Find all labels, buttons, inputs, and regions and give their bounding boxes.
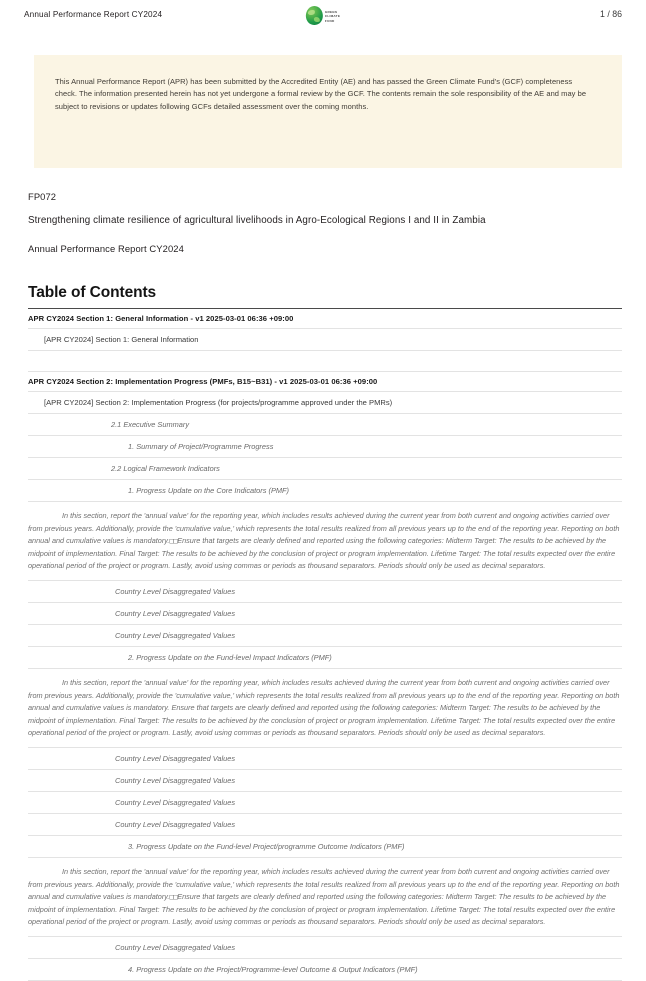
toc-spacer-row xyxy=(28,351,622,372)
logo-wordmark xyxy=(325,8,340,23)
logo-line-1: GREEN xyxy=(324,9,338,14)
logo-line-2: CLIMATE xyxy=(324,14,341,19)
disclaimer-notice-box xyxy=(34,55,622,168)
toc-entry[interactable]: 2. Progress Update on the Fund-level Impact Indicators (PMF) xyxy=(28,647,622,669)
toc-entry[interactable]: APR CY2024 Section 1: General Information - v1 2025-03-01 06:36 +09:00 xyxy=(28,309,622,329)
table-of-contents xyxy=(28,284,622,981)
toc-entry[interactable]: 4. Progress Update on the Project/Programme-level Outcome & Output Indicators (PMF) xyxy=(28,959,622,981)
toc-row-list xyxy=(28,308,622,981)
toc-entry[interactable]: Country Level Disaggregated Values xyxy=(28,792,622,814)
toc-entry[interactable]: 1. Summary of Project/Programme Progress xyxy=(28,436,622,458)
toc-entry[interactable]: Country Level Disaggregated Values xyxy=(28,581,622,603)
header-title: Annual Performance Report CY2024 xyxy=(24,10,163,19)
toc-entry[interactable]: Country Level Disaggregated Values xyxy=(28,748,622,770)
toc-entry[interactable]: Country Level Disaggregated Values xyxy=(28,603,622,625)
toc-entry[interactable]: 3. Progress Update on the Fund-level Project/programme Outcome Indicators (PMF) xyxy=(28,836,622,858)
page-indicator: 1 / 86 xyxy=(599,9,622,19)
document-subtitle: Annual Performance Report CY2024 xyxy=(28,243,184,254)
toc-entry[interactable]: APR CY2024 Section 2: Implementation Progress (PMFs, B15~B31) - v1 2025-03-01 06:36 +09:00 xyxy=(28,372,622,392)
toc-guidance-paragraph: In this section, report the 'annual value' for the reporting year, which includes results achieved during the current year from both current and ongoing activities carried over from previous years. Additionally, provide the 'cumulative value,' which represents the total results realized from all previous years up to the end of the reporting year. Reporting on both annual and cumulative values is mandatory.□□Ensure that targets are clearly defined and reported using the following categories: Midterm Target: The results to be achieved by the midpoint of implementation. Final Target: The results to be achieved by the conclusion of project or program implementation. Lifetime Target: The total results expected over the entire operational period of the project or program. Lastly, avoid using commas or periods as thousand separators. Periods should only be used as decimal separators. xyxy=(28,858,622,937)
globe-icon xyxy=(306,6,323,25)
toc-entry[interactable]: [APR CY2024] Section 2: Implementation Progress (for projects/programme approved under the PMRs) xyxy=(28,392,622,414)
page-header xyxy=(0,0,646,34)
toc-entry[interactable]: Country Level Disaggregated Values xyxy=(28,937,622,959)
unsupported-glyph: □□ xyxy=(169,536,178,546)
disclaimer-text: This Annual Performance Report (APR) has been submitted by the Accredited Entity (AE) and has passed the Green Climate Fund's (GCF) completeness check. The information presented herein has not yet undergone a formal review by the GCF. The contents remain the sole responsibility of the AE and may be subject to revisions or updates following GCFs detailed assessment over the coming months. xyxy=(55,77,587,111)
document-name: Strengthening climate resilience of agricultural livelihoods in Agro-Ecological Regions I and II in Zambia xyxy=(28,215,486,226)
document-title-block xyxy=(28,191,622,254)
toc-guidance-paragraph: In this section, report the 'annual value' for the reporting year, which includes results achieved during the current year from both current and ongoing activities carried over from previous years. Additionally, provide the 'cumulative value,' which represents the total results realized from all previous years up to the end of the reporting year. Reporting on both annual and cumulative values is mandatory.□□Ensure that targets are clearly defined and reported using the following categories: Midterm Target: The results to be achieved by the midpoint of implementation. Final Target: The results to be achieved by the conclusion of project or program implementation. Lifetime Target: The total results expected over the entire operational period of the project or program. Lastly, avoid using commas or periods as thousand separators. Periods should only be used as decimal separators. xyxy=(28,502,622,581)
toc-entry[interactable]: Country Level Disaggregated Values xyxy=(28,625,622,647)
unsupported-glyph: □□ xyxy=(169,892,178,902)
logo-line-3: FUND xyxy=(324,18,335,23)
toc-entry[interactable]: Country Level Disaggregated Values xyxy=(28,770,622,792)
toc-entry[interactable]: Country Level Disaggregated Values xyxy=(28,814,622,836)
toc-entry[interactable]: 2.2 Logical Framework Indicators xyxy=(28,458,622,480)
document-code: FP072 xyxy=(28,191,57,202)
toc-guidance-paragraph: In this section, report the 'annual value' for the reporting year, which includes results achieved during the current year from both current and ongoing activities carried over from previous years. Additionally, provide the 'cumulative value,' which represents the total results realized from all previous years up to the end of the reporting year. Reporting on both annual and cumulative values is mandatory. Ensure that targets are clearly defined and reported using the following categories: Midterm Target: The results to be achieved by the midpoint of implementation. Final Target: The results to be achieved by the conclusion of project or program implementation. Lifetime Target: The total results expected over the entire operational period of the project or program. Lastly, avoid using commas or periods as thousand separators. Periods should only be used as decimal separators. xyxy=(28,669,622,748)
toc-entry[interactable]: [APR CY2024] Section 1: General Information xyxy=(28,329,622,351)
green-climate-fund-logo xyxy=(306,6,340,25)
page-title: Table of Contents xyxy=(28,284,157,301)
toc-entry[interactable]: 1. Progress Update on the Core Indicators (PMF) xyxy=(28,480,622,502)
toc-entry[interactable]: 2.1 Executive Summary xyxy=(28,414,622,436)
